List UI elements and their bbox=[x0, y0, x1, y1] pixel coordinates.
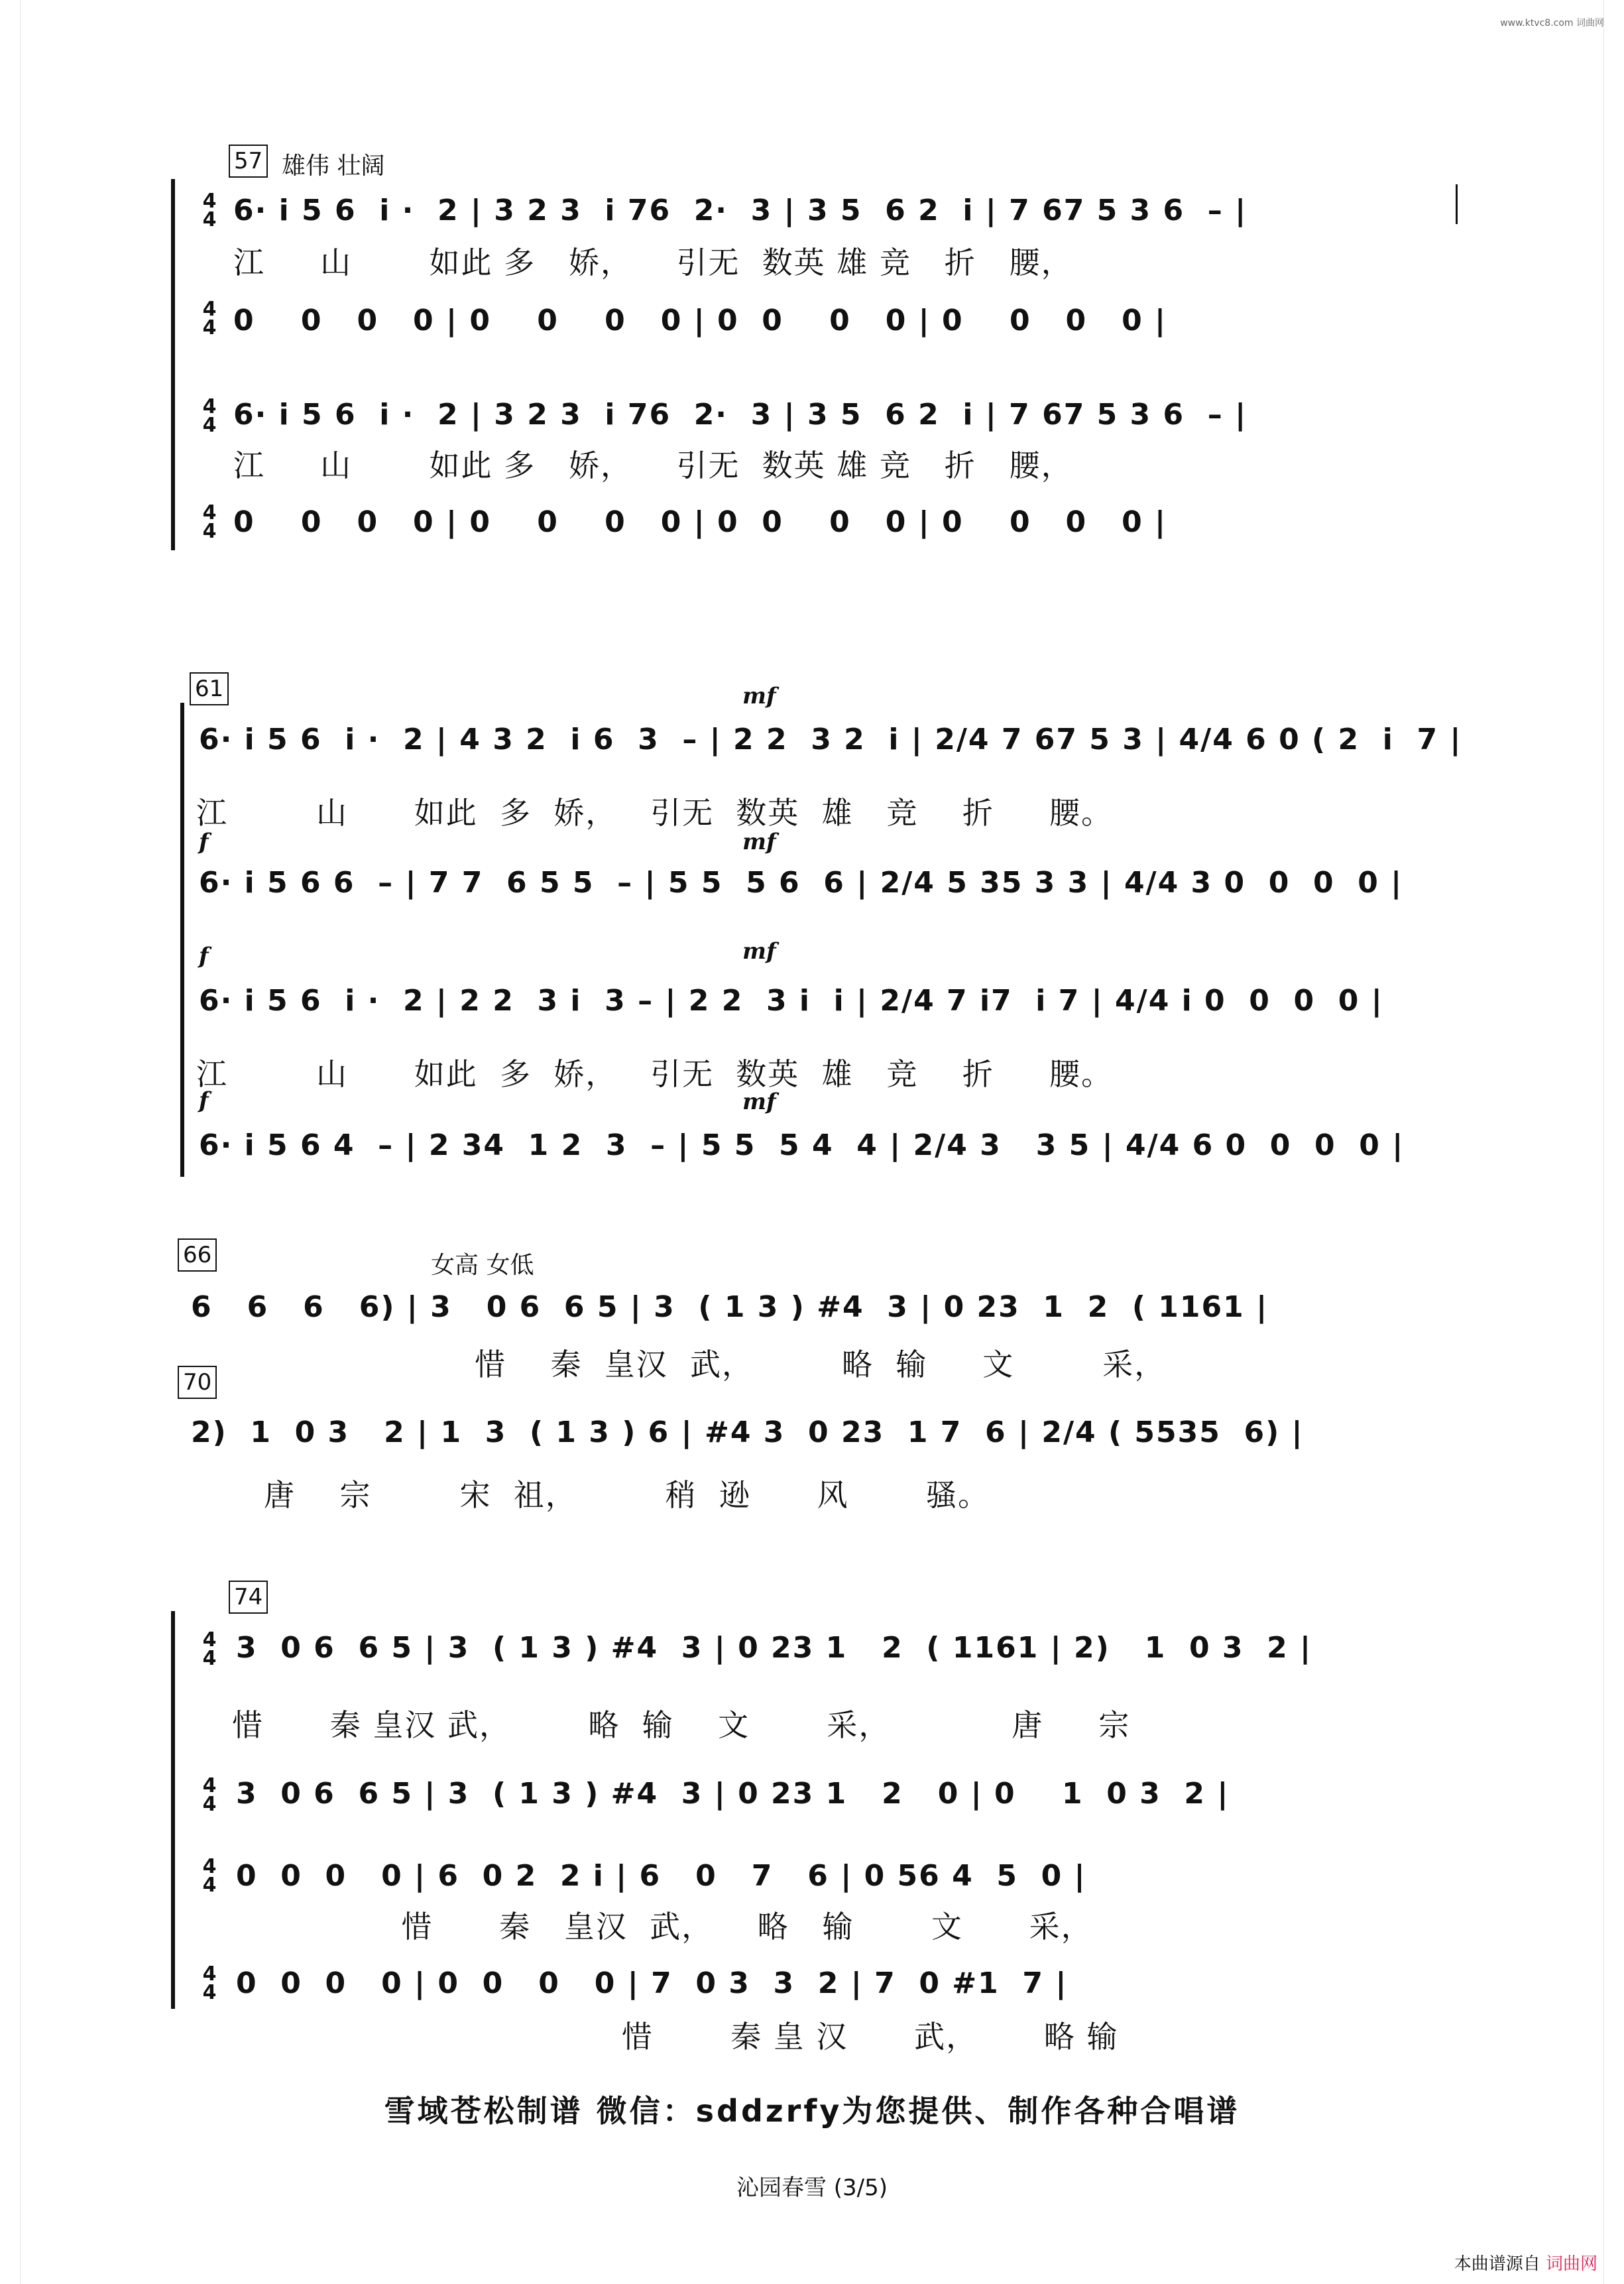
page-title: 沁园春雪 (3/5) bbox=[736, 2175, 888, 2201]
melody-lyric: 惜 秦 皇汉 武， 略 输 文 采， bbox=[475, 1347, 1167, 1382]
tempo-marking: 雄伟 壮阔 bbox=[282, 152, 385, 180]
measure-number: 74 bbox=[229, 1581, 268, 1614]
melody-lyric: 唐 宗 宋 祖， 稍 逊 风 骚。 bbox=[264, 1477, 990, 1513]
staff-3-notes: 6· i 5 6 i · 2 | 2 2 3 i 3 – | 2 2 3 i i | 2/4 7 i7 i 7 | 4/4 i 0 0 0 0 | bbox=[199, 984, 1383, 1018]
dynamic-mark: mf bbox=[742, 938, 776, 965]
system-1 bbox=[0, 0, 1624, 570]
time-signature: 4 4 bbox=[202, 1962, 217, 2004]
source-note bbox=[1454, 2250, 1597, 2275]
measure-number: 66 bbox=[178, 1238, 217, 1272]
staff-1-notes: 6· i 5 6 i · 2 | 4 3 2 i 6 3 – | 2 2 3 2 i | 2/4 7 67 5 3 | 4/4 6 0 ( 2 i 7 | bbox=[199, 723, 1462, 756]
dynamic-mark: mf bbox=[742, 1089, 776, 1115]
melody-notes: 6 6 6 6) | 3 0 6 6 5 | 3 ( 1 3 ) #4 3 | 0 23 1 2 ( 1161 | bbox=[191, 1290, 1269, 1324]
staff-4-notes: 6· i 5 6 4 – | 2 34 1 2 3 – | 5 5 5 4 4 | 2/4 3 3 5 | 4/4 6 0 0 0 0 | bbox=[199, 1128, 1405, 1162]
staff-1-notes: 6· i 5 6 i · 2 | 3 2 3 i 76 2· 3 | 3 5 6 2 i | 7 67 5 3 6 – | bbox=[233, 194, 1247, 227]
time-signature: 4 4 bbox=[202, 298, 217, 339]
time-signature: 4 4 bbox=[202, 1628, 217, 1670]
system-5 bbox=[0, 1578, 1624, 2055]
system-3 bbox=[0, 1233, 1624, 1382]
staff-4-notes: 0 0 0 0 | 0 0 0 0 | 7 0 3 3 2 | 7 0 #1 7 | bbox=[236, 1966, 1068, 2000]
staff-1-lyric: 惜 秦 皇汉 武， 略 输 文 采， 唐 宗 bbox=[232, 1707, 1131, 1743]
system-bracket bbox=[171, 179, 175, 550]
staff-1-lyric: 江 山 如此 多 娇， 引无 数英 雄 竞 折 腰。 bbox=[196, 795, 1114, 831]
time-signature: 4 4 bbox=[202, 190, 217, 231]
staff-3-lyric: 惜 秦 皇汉 武， 略 输 文 采， bbox=[236, 1909, 1093, 1945]
melody-notes: 2) 1 0 3 2 | 1 3 ( 1 3 ) 6 | #4 3 0 23 1 7 6 | 2/4 ( 5535 6) | bbox=[191, 1415, 1304, 1449]
voice-label: 女高 女低 bbox=[431, 1252, 534, 1279]
source-site-link[interactable]: 词曲网 bbox=[1545, 2254, 1597, 2274]
credit-line: 雪域苍松制谱 微信：sddzrfy为您提供、制作各种合唱谱 bbox=[384, 2093, 1240, 2129]
staff-2-notes: 3 0 6 6 5 | 3 ( 1 3 ) #4 3 | 0 23 1 2 0 | 0 1 0 3 2 | bbox=[236, 1777, 1230, 1811]
time-signature: 4 4 bbox=[202, 1774, 217, 1816]
staff-4-lyric: 惜 秦 皇 汉 武， 略 输 bbox=[236, 2019, 1119, 2055]
staff-1-notes: 3 0 6 6 5 | 3 ( 1 3 ) #4 3 | 0 23 1 2 ( 1161 | 2) 1 0 3 2 | bbox=[236, 1631, 1312, 1665]
staff-3-lyric: 江 山 如此 多 娇， 引无 数英 雄 竞 折 腰。 bbox=[196, 1056, 1114, 1092]
staff-4-notes: 0 0 0 0 | 0 0 0 0 | 0 0 0 0 | 0 0 0 0 | bbox=[233, 505, 1167, 539]
source-text: 本曲谱源自 bbox=[1454, 2254, 1540, 2274]
system-4 bbox=[0, 1362, 1624, 1513]
barline bbox=[1456, 184, 1458, 224]
staff-3-notes: 0 0 0 0 | 6 0 2 2 i | 6 0 7 6 | 0 56 4 5 0 | bbox=[236, 1859, 1086, 1893]
measure-number: 70 bbox=[178, 1366, 217, 1399]
measure-number: 61 bbox=[190, 672, 229, 705]
system-2 bbox=[0, 663, 1624, 1193]
staff-3-notes: 6· i 5 6 i · 2 | 3 2 3 i 76 2· 3 | 3 5 6 2 i | 7 67 5 3 6 – | bbox=[233, 398, 1247, 432]
dynamic-mark: f bbox=[199, 943, 209, 969]
dynamic-mark: f bbox=[199, 1087, 209, 1114]
staff-2-notes: 0 0 0 0 | 0 0 0 0 | 0 0 0 0 | 0 0 0 0 | bbox=[233, 304, 1167, 337]
dynamic-mark: mf bbox=[742, 829, 776, 855]
time-signature: 4 4 bbox=[202, 395, 217, 437]
staff-3-lyric: 江 山 如此 多 娇， 引无 数英 雄 竞 折 腰， bbox=[233, 448, 1073, 483]
staff-1-lyric: 江 山 如此 多 娇， 引无 数英 雄 竞 折 腰， bbox=[233, 245, 1073, 280]
measure-number: 57 bbox=[229, 145, 268, 178]
system-bracket bbox=[180, 703, 184, 1177]
system-bracket bbox=[171, 1611, 175, 2009]
dynamic-mark: f bbox=[199, 829, 209, 855]
dynamic-mark: mf bbox=[742, 683, 776, 709]
time-signature: 4 4 bbox=[202, 1855, 217, 1897]
time-signature: 4 4 bbox=[202, 501, 217, 543]
staff-2-notes: 6· i 5 6 6 – | 7 7 6 5 5 – | 5 5 5 6 6 | 2/4 5 35 3 3 | 4/4 3 0 0 0 0 | bbox=[199, 866, 1403, 900]
site-url: www.ktvc8.com 词曲网 bbox=[1500, 18, 1604, 29]
